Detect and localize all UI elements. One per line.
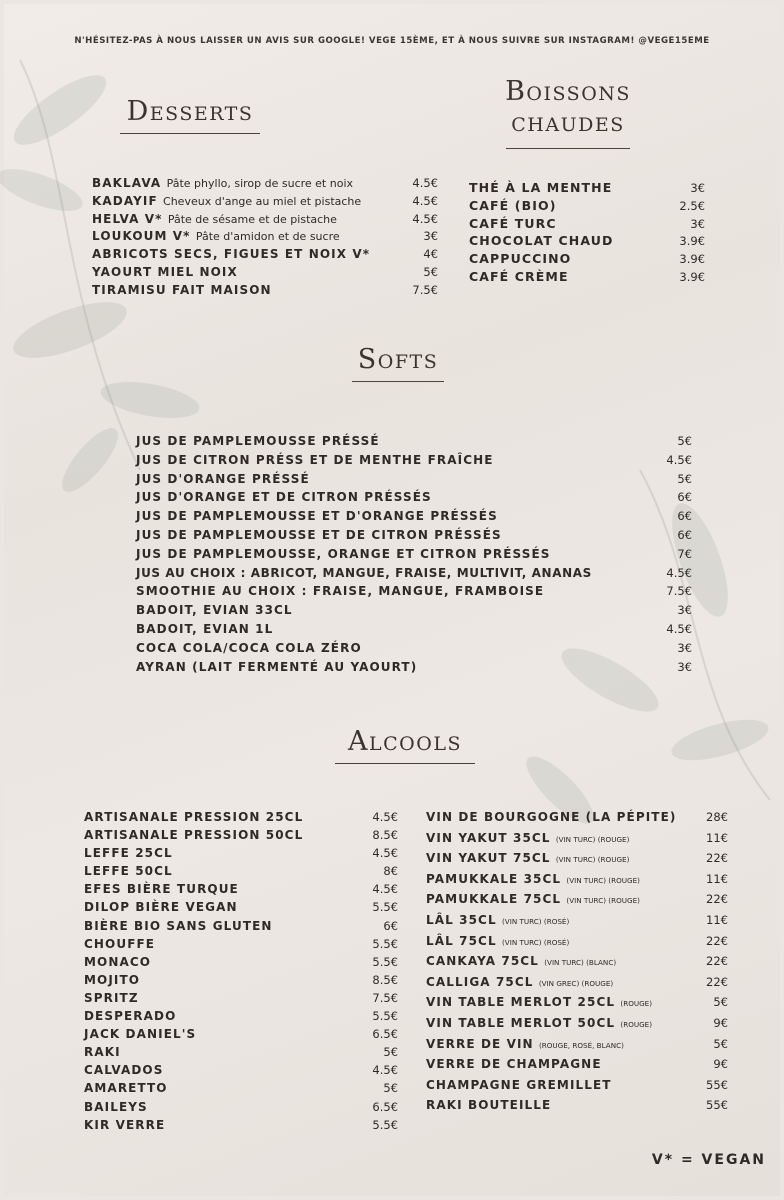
desserts-title-underline [120, 133, 260, 134]
list-item: JUS DE PAMPLEMOUSSE, ORANGE ET CITRON PRÉSSÉS 7€ [136, 546, 692, 561]
boissons-title-line2: chaudes [511, 107, 625, 138]
list-item: CALLIGA 75CL (VIN GREC) (ROUGE) 22€ [426, 974, 728, 989]
list-item: THÉ À LA MENTHE 3€ [469, 180, 705, 195]
list-item: JUS DE CITRON PRÉSS ET DE MENTHE FRAÎCHE 4.5€ [136, 452, 692, 467]
list-item: TIRAMISU FAIT MAISON 7.5€ [92, 282, 438, 297]
list-item: VERRE DE VIN (ROUGE, ROSÉ, BLANC) 5€ [426, 1036, 728, 1051]
list-item: PAMUKKALE 35CL (VIN TURC) (ROUGE) 11€ [426, 871, 728, 886]
list-item: AMARETTO 5€ [84, 1081, 398, 1096]
list-item: BAKLAVA Pâte phyllo, sirop de sucre et noix 4.5€ [92, 176, 438, 190]
list-item: CAFÉ TURC 3€ [469, 215, 705, 231]
list-item: BADOIT, EVIAN 33CL 3€ [136, 603, 692, 618]
list-item: EFES BIÈRE TURQUE 4.5€ [84, 882, 398, 897]
list-item: SPRITZ 7.5€ [84, 990, 398, 1005]
list-item: AYRAN (LAIT FERMENTÉ AU YAOURT) 3€ [136, 659, 692, 674]
list-item: VIN DE BOURGOGNE (LA PÉPITE) 28€ [426, 810, 728, 824]
list-item: MOJITO 8.5€ [84, 972, 398, 987]
list-item: VIN YAKUT 75CL (VIN TURC) (ROUGE) 22€ [426, 851, 728, 866]
list-item: JUS D'ORANGE PRÉSSÉ 5€ [136, 471, 692, 486]
boissons-list [469, 180, 705, 287]
list-item: COCA COLA/COCA COLA ZÉRO 3€ [136, 640, 692, 655]
list-item: DILOP BIÈRE VEGAN 5.5€ [84, 900, 398, 915]
alcools-left-list [84, 810, 398, 1136]
review-instagram-notice: N'HÉSITEZ-PAS À NOUS LAISSER UN AVIS SUR GOOGLE! VEGE 15ÈME, ET À NOUS SUIVRE SUR INSTAGRAM! @VEGE15EME [74, 36, 710, 46]
list-item: LÂL 75CL (VIN TURC) (ROSÉ) 22€ [426, 933, 728, 948]
list-item: CANKAYA 75CL (VIN TURC) (BLANC) 22€ [426, 954, 728, 969]
list-item: CHOCOLAT CHAUD 3.9€ [469, 233, 705, 249]
list-item: KADAYIF Cheveux d'ange au miel et pistache 4.5€ [92, 193, 438, 208]
alcools-title-text: Alcools [348, 726, 462, 757]
list-item: JACK DANIEL'S 6.5€ [84, 1027, 398, 1042]
list-item: CALVADOS 4.5€ [84, 1063, 398, 1078]
boissons-title-line1: Boissons [505, 76, 631, 107]
list-item: CHOUFFE 5.5€ [84, 936, 398, 951]
list-item: RAKI BOUTEILLE 55€ [426, 1098, 728, 1113]
list-item: YAOURT MIEL NOIX 5€ [92, 264, 438, 279]
list-item: ARTISANALE PRESSION 50CL 8.5€ [84, 828, 398, 843]
list-item: HELVA V* Pâte de sésame et de pistache 4.5€ [92, 211, 438, 226]
list-item: LEFFE 50CL 8€ [84, 864, 398, 879]
list-item: BIÈRE BIO SANS GLUTEN 6€ [84, 918, 398, 933]
softs-list [136, 434, 692, 678]
list-item: CAFÉ (BIO) 2.5€ [469, 197, 705, 213]
boissons-title-underline [506, 148, 630, 149]
softs-title-text: Softs [357, 344, 439, 375]
list-item: JUS AU CHOIX : ABRICOT, MANGUE, FRAISE, MULTIVIT, ANANAS 4.5€ [136, 565, 692, 580]
list-item: ABRICOTS SECS, FIGUES ET NOIX V* 4€ [92, 247, 438, 262]
list-item: JUS DE PAMPLEMOUSSE PRÉSSÉ 5€ [136, 434, 692, 448]
list-item: JUS D'ORANGE ET DE CITRON PRÉSSÉS 6€ [136, 490, 692, 505]
list-item: ARTISANALE PRESSION 25CL 4.5€ [84, 810, 398, 824]
boissons-chaudes-title [488, 76, 648, 149]
softs-title-underline [352, 381, 444, 382]
list-item: VIN TABLE MERLOT 50CL (ROUGE) 9€ [426, 1015, 728, 1030]
list-item: SMOOTHIE AU CHOIX : FRAISE, MANGUE, FRAMBOISE 7.5€ [136, 584, 692, 599]
list-item: DESPERADO 5.5€ [84, 1009, 398, 1024]
list-item: JUS DE PAMPLEMOUSSE ET DE CITRON PRÉSSÉS 6€ [136, 527, 692, 542]
desserts-title [110, 96, 270, 134]
vegan-legend: V* = VEGAN [651, 1152, 766, 1168]
softs-title [340, 344, 456, 382]
list-item: LÂL 35CL (VIN TURC) (ROSÉ) 11€ [426, 912, 728, 927]
list-item: JUS DE PAMPLEMOUSSE ET D'ORANGE PRÉSSÉS 6€ [136, 509, 692, 524]
desserts-list [92, 176, 438, 301]
list-item: VERRE DE CHAMPAGNE 9€ [426, 1057, 728, 1072]
desserts-title-text: Desserts [126, 96, 254, 127]
list-item: BAILEYS 6.5€ [84, 1099, 398, 1114]
list-item: CAFÉ CRÈME 3.9€ [469, 268, 705, 284]
list-item: BADOIT, EVIAN 1L 4.5€ [136, 621, 692, 636]
list-item: VIN TABLE MERLOT 25CL (ROUGE) 5€ [426, 995, 728, 1010]
list-item: PAMUKKALE 75CL (VIN TURC) (ROUGE) 22€ [426, 892, 728, 907]
alcools-title [330, 726, 480, 764]
alcools-right-list [426, 810, 728, 1119]
list-item: CHAMPAGNE GREMILLET 55€ [426, 1077, 728, 1092]
list-item: LOUKOUM V* Pâte d'amidon et de sucre 3€ [92, 229, 438, 244]
list-item: CAPPUCCINO 3.9€ [469, 251, 705, 267]
list-item: VIN YAKUT 35CL (VIN TURC) (ROUGE) 11€ [426, 830, 728, 845]
list-item: LEFFE 25CL 4.5€ [84, 846, 398, 861]
alcools-title-underline [335, 763, 475, 764]
list-item: RAKI 5€ [84, 1045, 398, 1060]
list-item: KIR VERRE 5.5€ [84, 1117, 398, 1132]
list-item: MONACO 5.5€ [84, 954, 398, 969]
